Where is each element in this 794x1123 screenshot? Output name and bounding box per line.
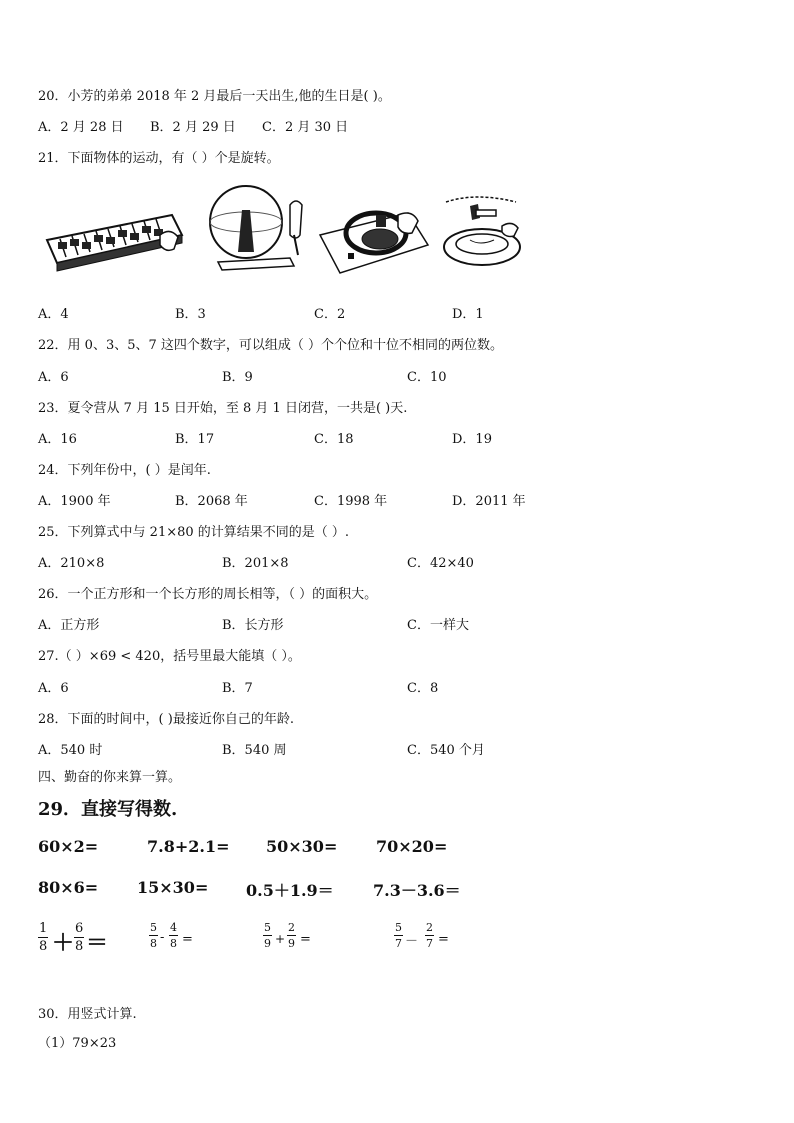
q26-option-b[interactable]: B．长方形	[222, 618, 284, 633]
q20-option-b[interactable]: B．2 月 29 日	[150, 120, 236, 135]
q26-option-a[interactable]: A．正方形	[38, 618, 100, 633]
question-29-title: 29．直接写得数.	[38, 799, 178, 820]
fraction: $\frac{5}{8}$	[150, 921, 157, 950]
globe-icon	[198, 180, 316, 275]
q22-option-c[interactable]: C．10	[407, 370, 447, 385]
equals-sign: =	[300, 932, 311, 947]
q21-option-c[interactable]: C．2	[314, 307, 346, 322]
q26-option-c[interactable]: C．一样大	[407, 618, 469, 633]
q22-option-b[interactable]: B．9	[222, 370, 253, 385]
calc-item: 80×6=	[38, 878, 99, 897]
q24-option-b[interactable]: B．2068 年	[175, 494, 248, 509]
question-23-stem: 23．夏令营从 7 月 15 日开始，至 8 月 1 日闭营，一共是( )天.	[38, 401, 408, 416]
question-24-stem: 24．下列年份中，( ）是闰年.	[38, 463, 211, 478]
abacus-icon	[42, 195, 187, 275]
question-27-stem: 27.（ ）×69 < 420，括号里最大能填（ ）。	[38, 649, 301, 664]
q23-option-c[interactable]: C．18	[314, 432, 354, 447]
q20-option-a[interactable]: A．2 月 28 日	[38, 120, 124, 135]
question-25-stem: 25．下列算式中与 21×80 的计算结果不同的是（ ）.	[38, 525, 350, 540]
q23-option-b[interactable]: B．17	[175, 432, 215, 447]
fraction: $\frac{5}{9}$	[264, 921, 271, 950]
calc-item: 7.3－3.6＝	[373, 881, 461, 900]
calc-item: 70×20=	[376, 837, 448, 856]
minus-sign: －	[405, 934, 419, 949]
q24-option-a[interactable]: A．1900 年	[38, 494, 111, 509]
minus-sign: -	[160, 930, 165, 945]
fraction: $\frac{1}{8}$	[39, 921, 48, 954]
plus-sign: ＋	[52, 930, 75, 956]
calc-item: 0.5＋1.9＝	[246, 881, 334, 900]
question-28-stem: 28．下面的时间中，( )最接近你自己的年龄.	[38, 712, 294, 727]
fraction: $\frac{6}{8}$	[75, 921, 84, 954]
calc-item: 15×30=	[137, 878, 209, 897]
q21-option-d[interactable]: D．1	[452, 307, 484, 322]
equals-sign: =	[438, 932, 449, 947]
question-22-stem: 22．用 0、3、5、7 这四个数字，可以组成（ ）个个位和十位不相同的两位数。	[38, 338, 504, 353]
question-30-item-1: （1）79×23	[38, 1036, 117, 1051]
q21-option-a[interactable]: A．4	[38, 307, 69, 322]
q28-option-a[interactable]: A．540 时	[38, 743, 103, 758]
q27-option-b[interactable]: B．7	[222, 681, 253, 696]
question-20-stem: 20．小芳的弟弟 2018 年 2 月最后一天出生,他的生日是( )。	[38, 89, 391, 104]
faucet-icon	[440, 192, 530, 274]
equals-sign: =	[182, 932, 193, 947]
fraction: $\frac{4}{8}$	[170, 921, 177, 950]
q27-option-c[interactable]: C．8	[407, 681, 439, 696]
fraction: $\frac{5}{7}$	[395, 921, 402, 950]
q28-option-b[interactable]: B．540 周	[222, 743, 287, 758]
q20-option-c[interactable]: C．2 月 30 日	[262, 120, 349, 135]
q25-option-c[interactable]: C．42×40	[407, 556, 474, 571]
calc-item: 60×2=	[38, 837, 99, 856]
fraction: $\frac{2}{9}$	[288, 921, 295, 950]
section-heading: 四、勤奋的你来算一算。	[38, 770, 182, 785]
calc-item: 7.8+2.1=	[147, 837, 230, 856]
q24-option-d[interactable]: D．2011 年	[452, 494, 526, 509]
fraction: $\frac{2}{7}$	[426, 921, 433, 950]
question-26-stem: 26．一个正方形和一个长方形的周长相等，（ ）的面积大。	[38, 587, 378, 602]
steering-wheel-icon	[318, 195, 430, 275]
calc-item: 50×30=	[266, 837, 338, 856]
q21-option-b[interactable]: B．3	[175, 307, 206, 322]
q24-option-c[interactable]: C．1998 年	[314, 494, 388, 509]
q22-option-a[interactable]: A．6	[38, 370, 69, 385]
q28-option-c[interactable]: C．540 个月	[407, 743, 485, 758]
q25-option-b[interactable]: B．201×8	[222, 556, 289, 571]
q25-option-a[interactable]: A．210×8	[38, 556, 105, 571]
plus-sign: +	[275, 932, 286, 946]
question-30-title: 30．用竖式计算.	[38, 1007, 137, 1022]
q23-option-d[interactable]: D．19	[452, 432, 492, 447]
question-21-stem: 21．下面物体的运动，有（ ）个是旋转。	[38, 151, 280, 166]
equals-sign: ＝	[86, 930, 109, 956]
q23-option-a[interactable]: A．16	[38, 432, 77, 447]
q27-option-a[interactable]: A．6	[38, 681, 69, 696]
